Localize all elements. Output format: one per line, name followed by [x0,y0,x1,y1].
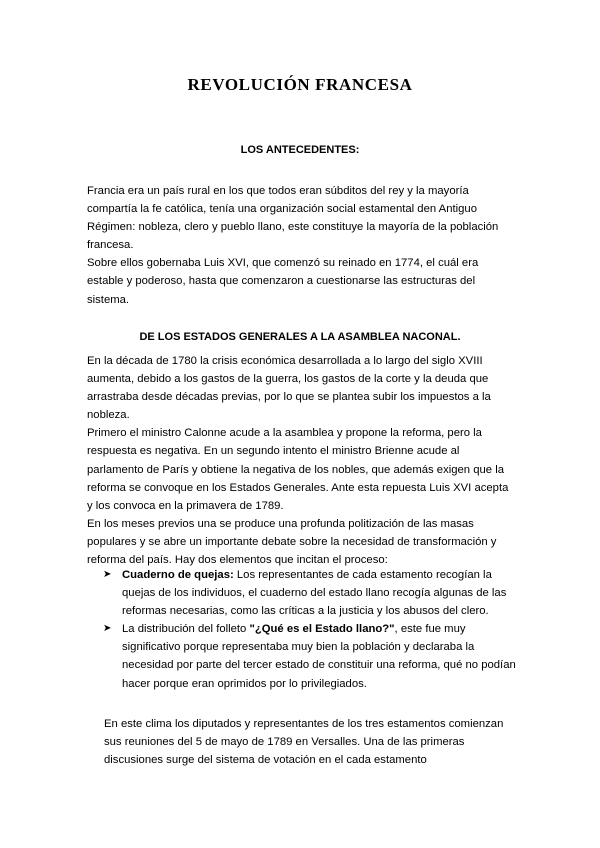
paragraph: En los meses previos una se produce una profunda politización de las masas populares y se abre un importante debate sobre la necesidad de transformación y reforma del país. Hay dos elementos que incitan el proceso: [87,517,497,567]
section-estados-generales-body [87,352,517,569]
bullet-bold-term: "¿Qué es el Estado llano?" [249,623,395,636]
paragraph: Francia era un país rural en los que todos eran súbditos del rey y la mayoría compartía la fe católica, tenía una organización social estamental den Antiguo Régimen: nobleza, clero y pueblo llano, este constituye la mayoría de la población francesa. [87,185,499,252]
section-antecedentes-body [87,182,517,309]
bullet-item-folleto [103,620,517,692]
paragraph: Sobre ellos gobernaba Luis XVI, que comenzó su reinado en 1774, el cuál era estable y poderoso, hasta que comenzaron a cuestionarse las estructuras del sistema. [87,257,479,306]
bullet-text: La distribución del folleto "¿Qué es el Estado llano?", este fue muy significativo porque representaba muy bien la población y declaraba la necesidad por parte del tercer estado de constituir una reforma, qué no podían hacer porque eran oprimidos por lo privilegiados. [122,623,516,690]
section-heading-estados-generales: DE LOS ESTADOS GENERALES A LA ASAMBLEA NACONAL. [139,331,461,343]
document-title: REVOLUCIÓN FRANCESA [187,75,413,94]
bullet-text: Cuaderno de quejas: Los representantes de cada estamento recogían la quejas de los individuos, el cuaderno del estado llano recogía algunas de las reformas necesarias, como las críticas a la justicia y los abusos del clero. [122,569,507,618]
bullet-list [103,566,517,693]
bullet-item-cuaderno [103,566,517,620]
paragraph: En la década de 1780 la crisis económica desarrollada a lo largo del siglo XVIII aumenta, debido a los gastos de la guerra, los gastos de la corte y la deuda que arrastraba desde décadas previas, por lo que se plantea subir los impuestos a la nobleza. [87,355,491,422]
arrowhead-bullet-icon: ➤ [103,623,112,635]
bullet-bold-term: Cuaderno de quejas: [122,569,234,581]
section-heading-antecedentes: LOS ANTECEDENTES: [240,144,360,156]
paragraph: Primero el ministro Calonne acude a la asamblea y propone la reforma, pero la respuesta es negativa. En un segundo intento el ministro Brienne acude al parlamento de París y obtiene la negativa de los nobles, que además exigen que la reforma se convoque en los Estados Generales. Ante esta repuesta Luis XVI acepta y los convoca en la primavera de 1789. [87,427,509,512]
closing-paragraph: En este clima los diputados y representantes de los tres estamentos comienzan sus reuniones del 5 de mayo de 1789 en Versalles. Una de las primeras discusiones surge del sistema de votación en el cada estamento [104,718,504,767]
arrowhead-bullet-icon: ➤ [103,569,112,580]
